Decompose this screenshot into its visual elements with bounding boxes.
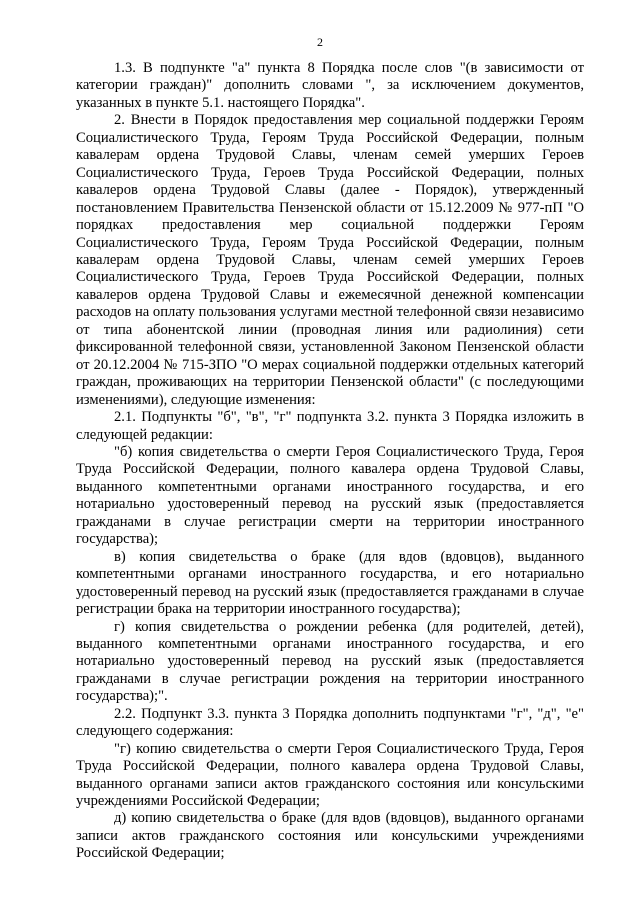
page-number: 2 [317, 35, 323, 49]
paragraph-2-1: 2.1. Подпункты "б", "в", "г" подпункта 3.2. пункта 3 Порядка изложить в следующей редакции: [76, 409, 584, 443]
subparagraph-d-new: д) копию свидетельства о браке (для вдов (вдовцов), выданного органами записи актов гражданского состояния или консульскими учреждениями Российской Федерации; [76, 810, 584, 862]
subparagraph-b: "б) копия свидетельства о смерти Героя Социалистического Труда, Героя Труда Российской Федерации, полного кавалера ордена Трудовой Славы, выданного компетентными органами иностранного государства, и его нотариально удостоверенный перевод на русский язык (предоставляется гражданами в случае регистрации смерти на территории иностранного государства); [76, 443, 584, 548]
paragraph-2-2: 2.2. Подпункт 3.3. пункта 3 Порядка дополнить подпунктами "г", "д", "е" следующего содержания: [76, 705, 584, 740]
paragraph-2: 2. Внести в Порядок предоставления мер социальной поддержки Героям Социалистического Труда, Героям Труда Российской Федерации, полным кавалерам ордена Трудовой Славы, членам семей умерших Героев Социалистического Труда, Героев Труда Российской Федерации, полных кавалеров ордена Трудовой Славы (далее - Порядок), утвержденный постановлением Правительства Пензенской области от 15.12.2009 № 977-пП "О порядках предоставления мер социальной поддержки Героям Социалистического Труда, Героям Труда Российской Федерации, полным кавалерам ордена Трудовой Славы, членам семей умерших Героев Социалистического Труда, Героев Труда Российской Федерации, полных кавалеров ордена Трудовой Славы и ежемесячной денежной компенсации расходов на оплату пользования услугами местной телефонной связи независимо от типа абонентской линии (проводная линия или радиолиния) сети фиксированной телефонной связи, установленной Законом Пензенской области от 20.12.2004 № 715-ЗПО "О мерах социальной поддержки отдельных категорий граждан, проживающих на территории Пензенской области" (с последующими изменениями), следующие изменения: [76, 112, 584, 408]
document-body [76, 60, 584, 863]
subparagraph-g-new: "г) копию свидетельства о смерти Героя Социалистического Труда, Героя Труда Российской Федерации, полного кавалера ордена Трудовой Славы, выданного органами записи актов гражданского состояния или консульскими учреждениями Российской Федерации; [76, 740, 584, 810]
subparagraph-v: в) копия свидетельства о браке (для вдов (вдовцов), выданного компетентными органами иностранного государства, и его нотариально удостоверенный перевод на русский язык (предоставляется гражданами в случае регистрации брака на территории иностранного государства); [76, 548, 584, 618]
subparagraph-g: г) копия свидетельства о рождении ребенка (для родителей, детей), выданного компетентными органами иностранного государства, и его нотариально удостоверенный перевод на русский язык (предоставляется гражданами в случае регистрации рождения на территории иностранного государства);". [76, 618, 584, 705]
paragraph-1-3: 1.3. В подпункте "а" пункта 8 Порядка после слов "(в зависимости от категории граждан)" дополнить словами ", за исключением документов, указанных в пункте 5.1. настоящего Порядка". [76, 60, 584, 111]
